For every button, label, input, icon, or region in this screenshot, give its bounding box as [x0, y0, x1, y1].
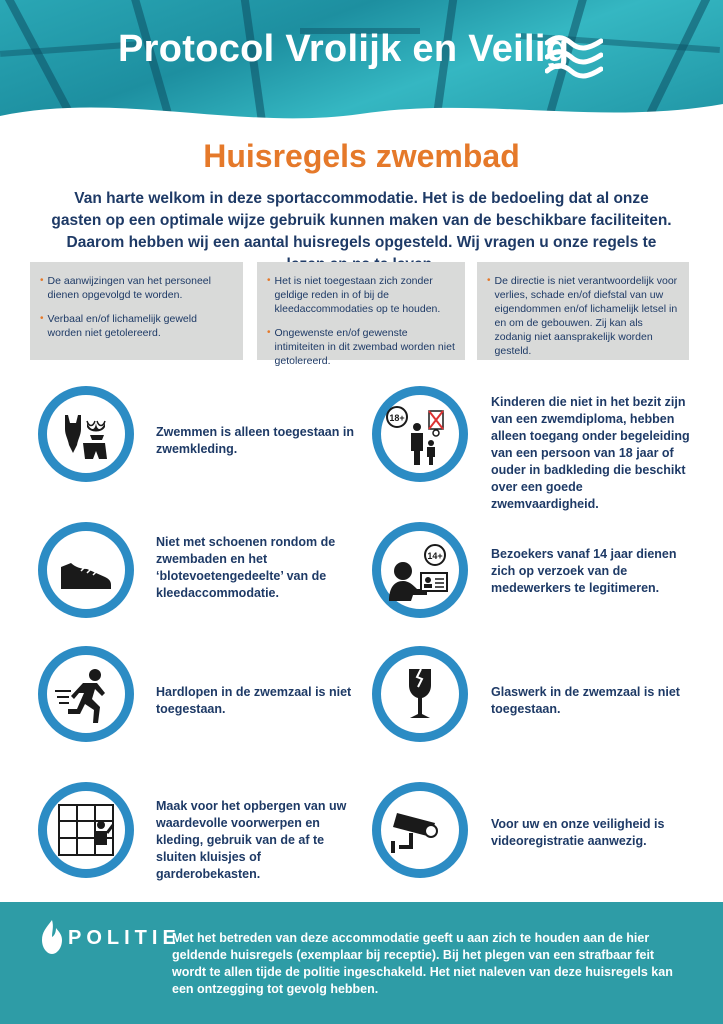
svg-text:14+: 14+ [427, 551, 443, 561]
list-item: • De directie is niet verantwoordelijk voor verlies, schade en/of diefstal van uw eigendommen en/of lichamelijk letsel in en om de gebouwen. Zij kan als zodanig niet aansprakelijk worden gesteld. [487, 275, 678, 357]
rule-text: Glaswerk in de zwemzaal is niet toegestaan. [491, 685, 680, 716]
rule-text: Maak voor het opbergen van uw waardevolle voorwerpen en kleding, gebruik van de af te sluiten kluisjes of garderobekasten. [156, 799, 347, 881]
info-box [30, 262, 243, 360]
shoe-icon [38, 522, 134, 618]
child-supervision-icon [372, 386, 468, 482]
intro-text: Van harte welkom in deze sportaccommodatie. Het is de bedoeling dat al onze gasten op een optimale wijze gebruik kunnen maken van de beschikbare faciliteiten. Daarom hebben wij een aantal huisregels opgesteld. Wij vragen u onze regels te [51, 190, 672, 251]
header-wave-edge [0, 86, 723, 128]
rule-text: Voor uw en onze veiligheid is videoregistratie aanwezig. [491, 817, 665, 848]
cctv-camera-icon [372, 782, 468, 878]
header-banner [0, 0, 723, 128]
rule-text: Niet met schoenen rondom de zwembaden en het ‘blotevoetengedeelte’ van de kleedaccommodatie. [156, 535, 336, 600]
politie-logo [38, 918, 181, 958]
page-title: Protocol Vrolijk en Veilig [118, 28, 570, 70]
info-box [477, 262, 689, 360]
locker-icon [38, 782, 134, 878]
list-item: • De aanwijzingen van het personeel dienen opgevolgd te worden. [40, 275, 211, 301]
politie-logo-text: POLITIE [68, 926, 181, 949]
list-item: • Het is niet toegestaan zich zonder geldige reden in of bij de kleedaccommodaties op te houden. [267, 275, 441, 315]
list-item: • Ongewenste en/of gewenste intimiteiten in dit zwembad worden niet getolereerd. [267, 327, 455, 367]
running-icon [38, 646, 134, 742]
waves-icon [545, 35, 603, 79]
section-title: Huisregels zwembad [203, 138, 520, 174]
broken-glass-icon [372, 646, 468, 742]
rule-text: Bezoekers vanaf 14 jaar dienen zich op verzoek van de medewerkers te legitimeren. [491, 547, 677, 595]
rule-text: Kinderen die niet in het bezit zijn van een zwemdiploma, hebben alleen toegang onder begeleiding van een persoon van 18 jaar of ouder in badkleding die beschikt over een goede zwemvaardigheid. [491, 395, 690, 511]
rule-text: Hardlopen in de zwemzaal is niet toegestaan. [156, 685, 352, 716]
footer-text: Met het betreden van deze accommodatie geeft u aan zich te houden aan de hier geldende huisregels (exemplaar bij receptie). Bij het plegen van een strafbaar feit wordt te allen tijde de politie ingeschakeld. Het niet naleven van deze huisregels kan een ontzegging tot gevolg hebben. [172, 931, 673, 996]
rule-text: Zwemmen is alleen toegestaan in zwemkleding. [156, 425, 354, 456]
flame-icon [38, 918, 66, 958]
list-item: • Verbaal en/of lichamelijk geweld worden niet getolereerd. [40, 313, 197, 339]
swimwear-icon [38, 386, 134, 482]
info-box [257, 262, 465, 367]
svg-text:18+: 18+ [389, 413, 405, 423]
id-card-icon [372, 522, 468, 618]
